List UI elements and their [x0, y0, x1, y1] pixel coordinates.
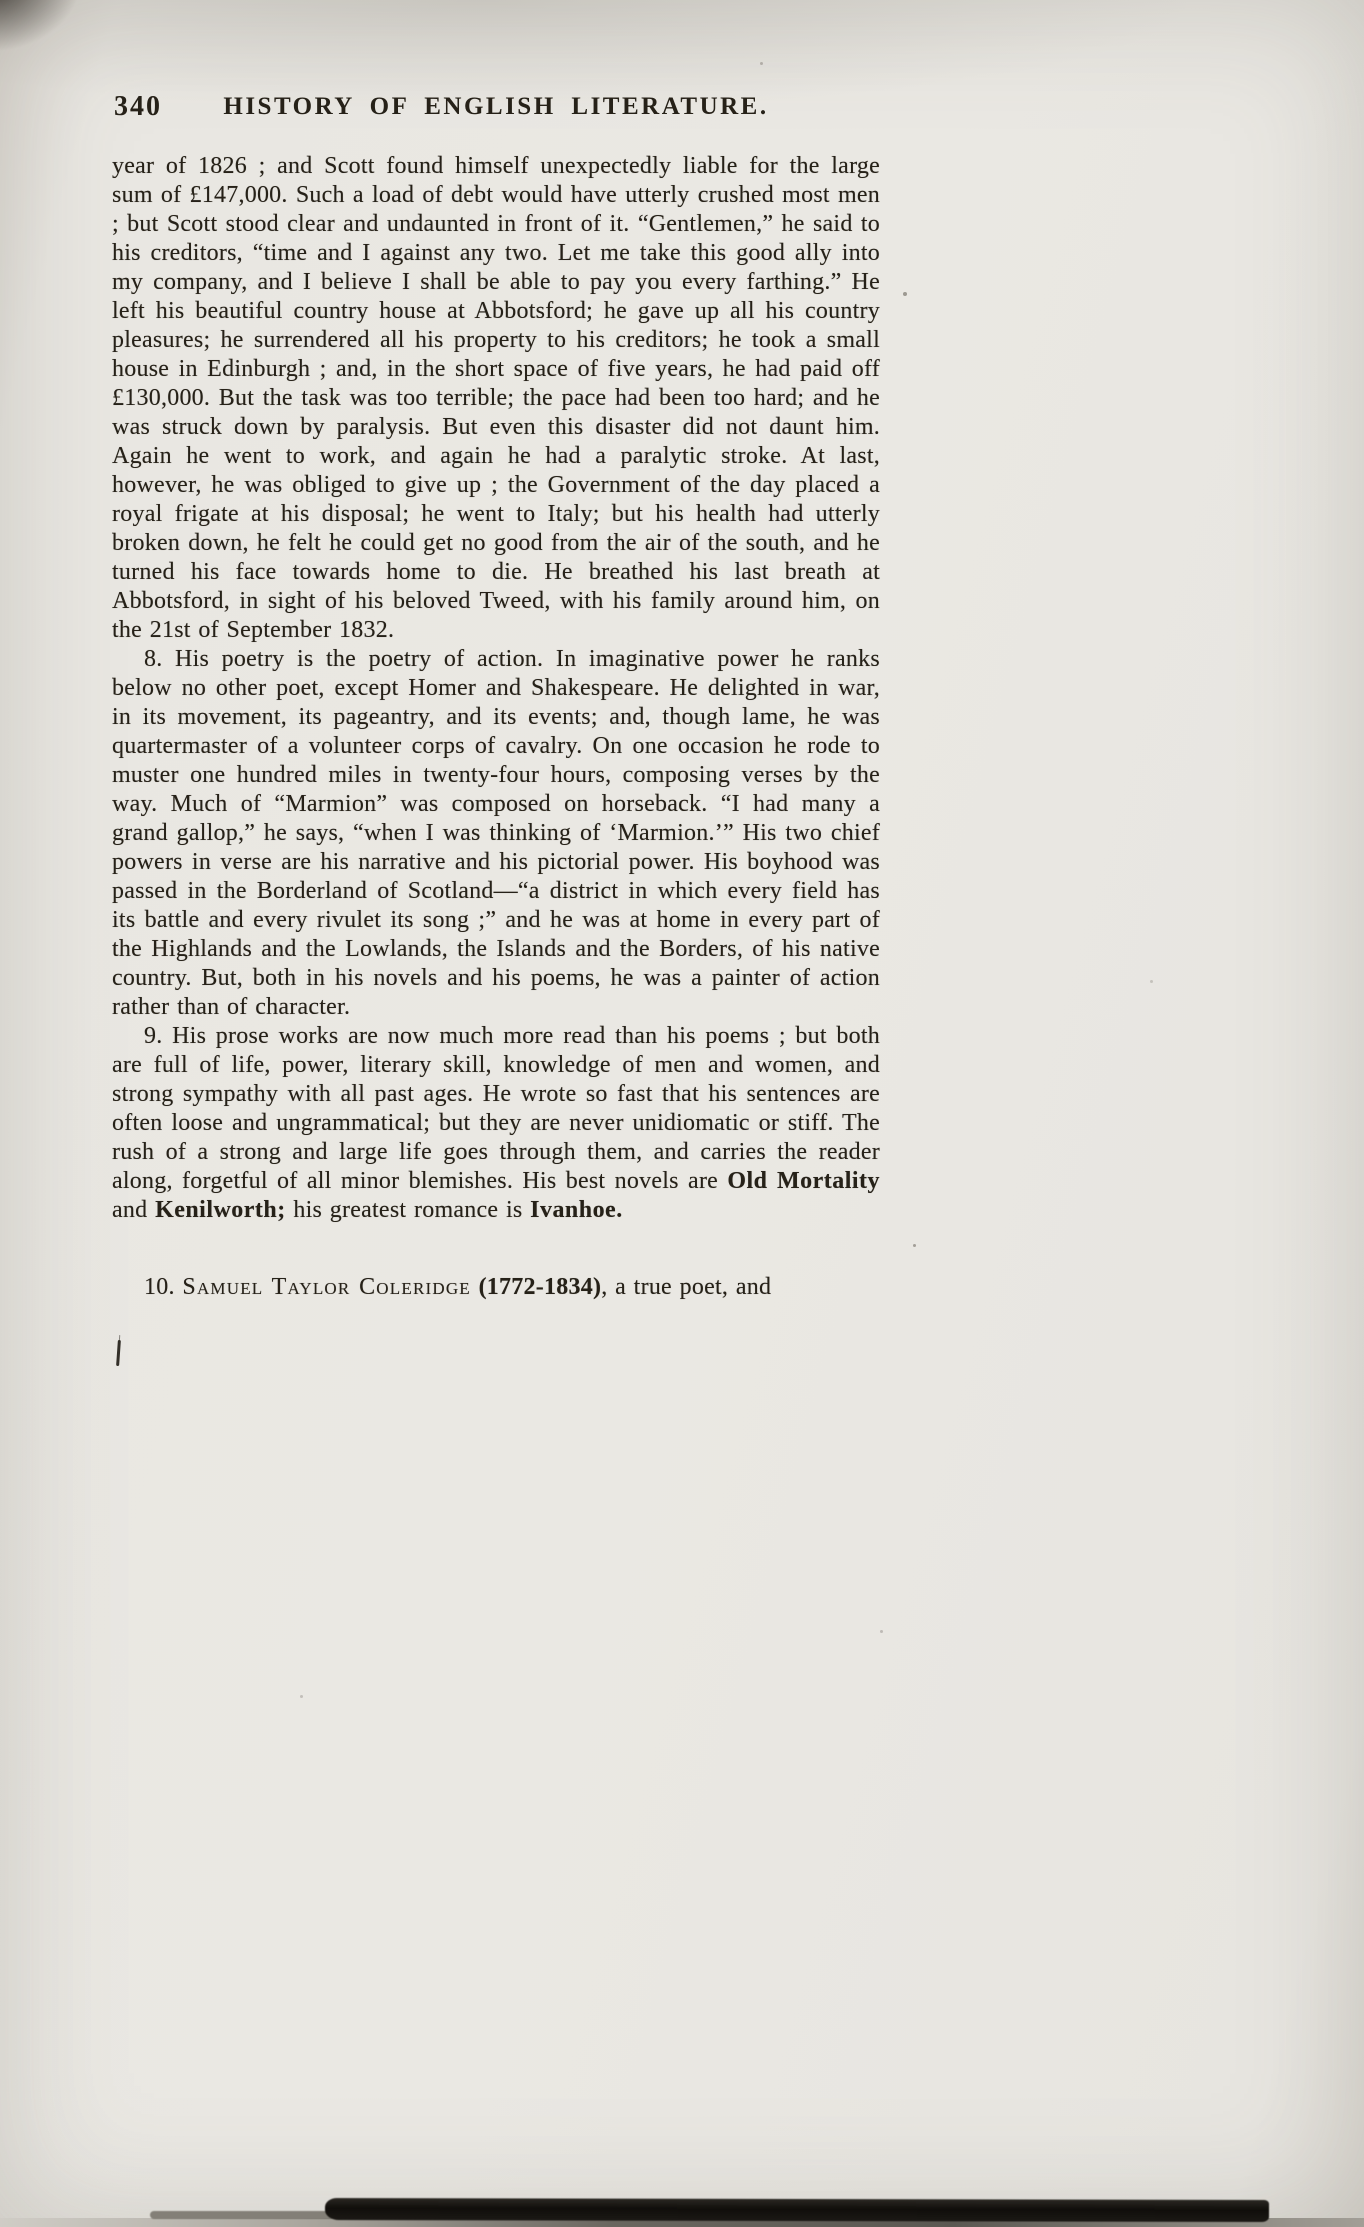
- paragraph-10-coleridge: [112, 1273, 880, 1302]
- scan-speck: [1150, 980, 1153, 983]
- scan-speck: [913, 1244, 916, 1247]
- running-title: HISTORY OF ENGLISH LITERATURE.: [223, 93, 769, 120]
- para-9-text-2: and: [112, 1197, 156, 1223]
- stray-ink-mark: [116, 1340, 121, 1366]
- novel-title-ivanhoe: Ivanhoe.: [530, 1197, 623, 1223]
- text-block: [112, 92, 880, 1302]
- paragraph-8-poetry: 8. His poetry is the poetry of action. In imaginative power he ranks below no other poet, except Homer and Shakespeare. He delighted in war, in its movement, its pageantry, and its events; and, though lame, he was quartermaster of a volunteer corps of cavalry. On one occasion he rode to muster one hundred miles in twenty-four hours, composing verses by the way. Much of “Marmion” was composed on horseback. “I had many a grand gallop,” he says, “when I was thinking of ‘Marmion.’” His two chief powers in verse are his narrative and his pictorial power. His boyhood was passed in the Borderland of Scotland—“a district in which every field has its battle and every rivulet its song ;” and he was at home in every part of the Highlands and the Lowlands, the Islands and the Borders, of his native country. But, both in his novels and his poems, he was a painter of action rather than of character.: [112, 646, 880, 1020]
- author-name-coleridge: Samuel Taylor Coleridge: [182, 1274, 471, 1300]
- para-9-text-1: 9. His prose works are now much more read than his poems ; but both are full of life, power, literary skill, knowledge of men and women, and strong sympathy with all past ages. He wrote so fast that his sentences are often loose and ungrammatical; but they are never unidiomatic or stiff. The rush of a strong and large life goes through them, and carries the reader along, forgetful of all minor blemishes. His best novels are: [112, 1023, 880, 1194]
- scan-speck: [300, 1695, 303, 1698]
- para-10-number: 10.: [144, 1274, 183, 1300]
- novel-title-old-mortality: Old Mortality: [727, 1168, 880, 1194]
- body-copy: [112, 152, 880, 1302]
- coleridge-dates: (1772-1834): [470, 1274, 602, 1300]
- running-header: [112, 92, 880, 126]
- scan-edge-band-tail: [150, 2211, 334, 2219]
- para-9-text-3: his greatest romance is: [285, 1197, 531, 1223]
- page-number: 340: [114, 91, 162, 122]
- scan-edge-band: [325, 2198, 1269, 2222]
- scan-speck: [903, 292, 907, 296]
- novel-title-kenilworth: Kenilworth;: [155, 1197, 286, 1223]
- para-10-rest: , a true poet, and: [601, 1274, 772, 1300]
- scan-speck: [760, 62, 763, 65]
- paragraph-scott-debt: year of 1826 ; and Scott found himself unexpectedly liable for the large sum of £147,000. Such a load of debt would have utterly crushed most men ; but Scott stood clear and undaunted in front of it. “Gentlemen,” he said to his creditors, “time and I against any two. Let me take this good ally into my company, and I believe I shall be able to pay you every farthing.” He left his beautiful country house at Abbotsford; he gave up all his country pleasures; he surrendered all his property to his creditors; he took a small house in Edinburgh ; and, in the short space of five years, he had paid off £130,000. But the task was too terrible; the pace had been too hard; and he was struck down by paralysis. But even this disaster did not daunt him. Again he went to work, and again he had a paralytic stroke. At last, however, he was obliged to give up ; the Government of the day placed a royal frigate at his disposal; he went to Italy; but his health had utterly broken down, he felt he could get no good from the air of the south, and he turned his face towards home to die. He breathed his last breath at Abbotsford, in sight of his beloved Tweed, with his family around him, on the 21st of September 1832.: [112, 153, 880, 643]
- paragraph-9-prose: [112, 1022, 880, 1225]
- scan-speck: [880, 1630, 883, 1633]
